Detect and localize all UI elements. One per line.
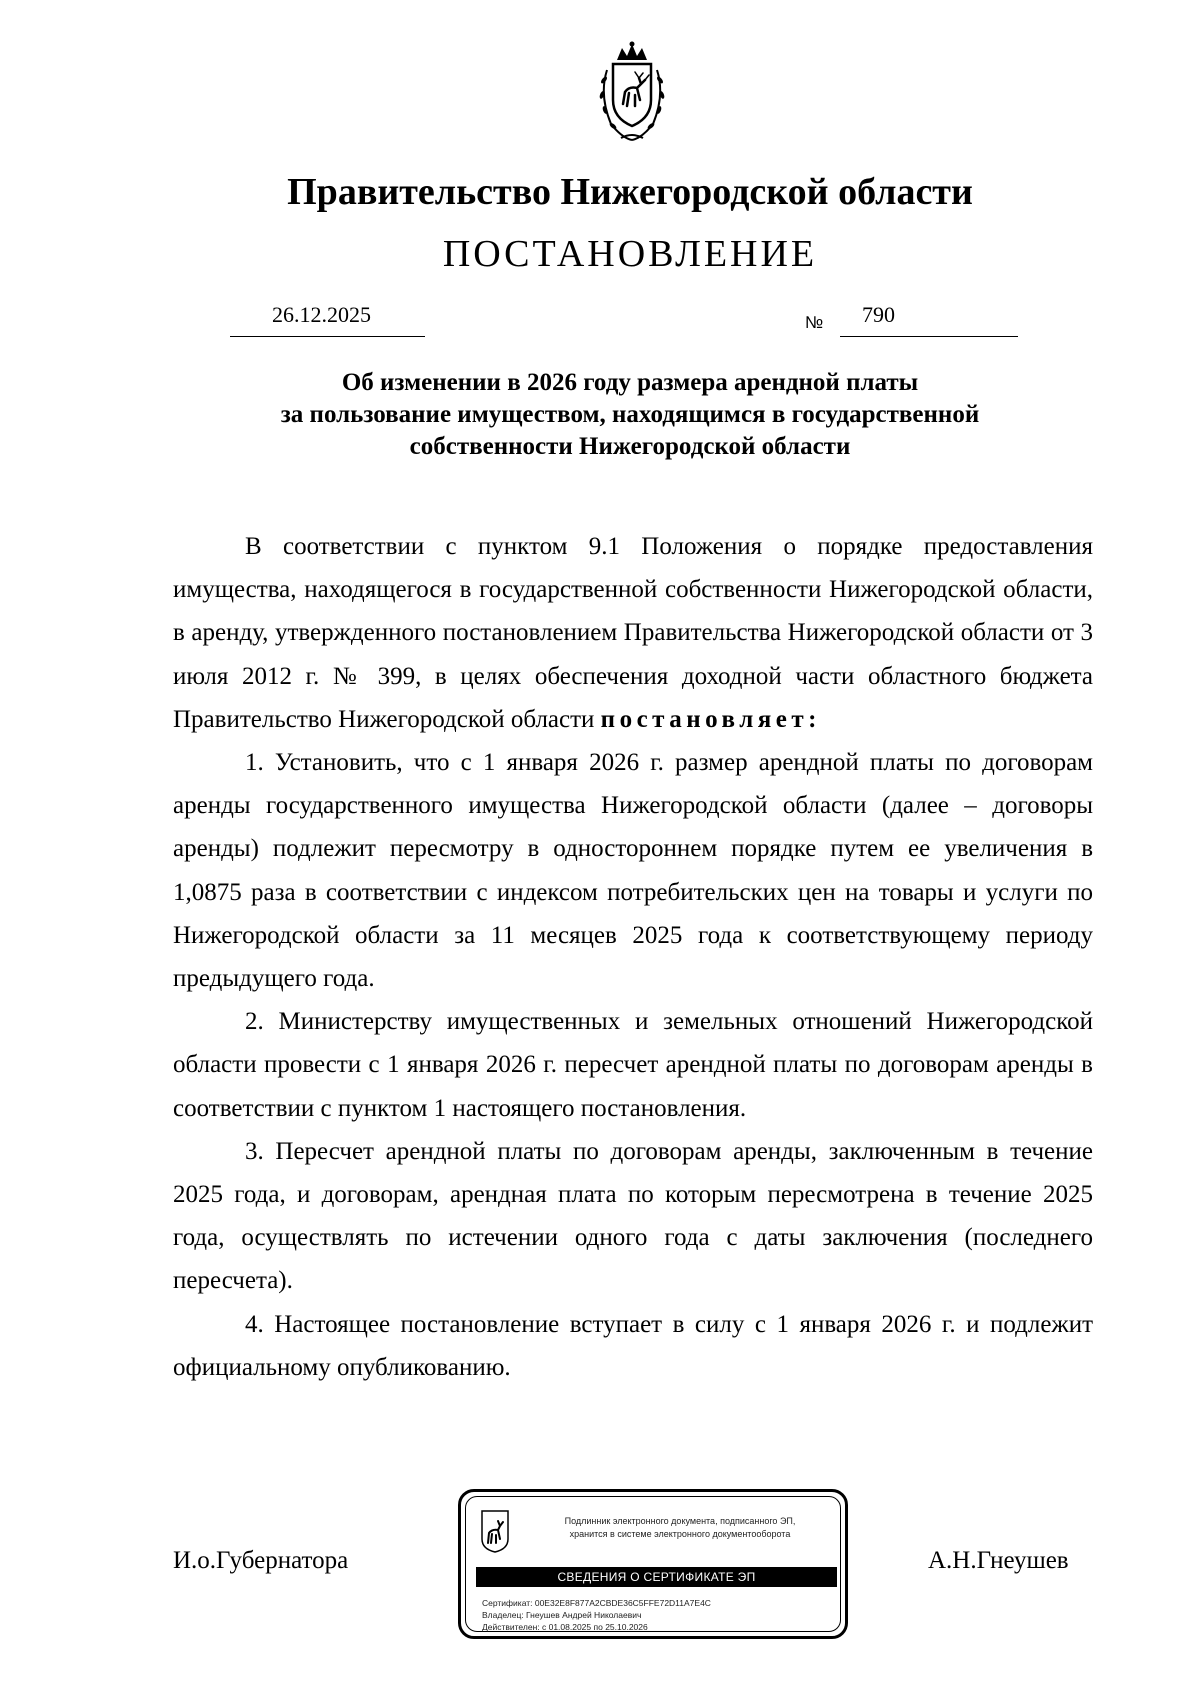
government-title: Правительство Нижегородской области: [287, 171, 973, 213]
number-sign: №: [805, 313, 824, 332]
document-date: 26.12.2025: [272, 302, 371, 327]
electronic-signature-stamp: [458, 1489, 848, 1639]
date-field: [230, 302, 425, 337]
clause-3: 3. Пересчет арендной платы по договорам аренды, заключенным в течение 2025 года, и договорам, арендная плата по которым пересмотрена в течение 2025 года, осуществлять по истечении одного года с даты заключения (последнего пересчета).: [173, 1137, 1093, 1295]
document-body: [173, 525, 1093, 1389]
certificate-owner: Владелец: Гнеушев Андрей Николаевич: [482, 1610, 642, 1620]
stamp-note-line: Подлинник электронного документа, подписанного ЭП,: [564, 1516, 796, 1526]
signatory-name: А.Н.Гнеушев: [928, 1547, 1069, 1574]
stamp-frame: [465, 1496, 841, 1632]
subject-line: Об изменении в 2026 году размера арендной платы: [341, 369, 919, 396]
certificate-number: Сертификат: 00E32E8F877A2CBDE36C5FFE72D11A7E4C: [482, 1598, 711, 1608]
certificate-header-bar: СВЕДЕНИЯ О СЕРТИФИКАТЕ ЭП: [476, 1567, 837, 1587]
signatory-position: И.о.Губернатора: [173, 1547, 349, 1574]
clause-1: 1. Установить, что с 1 января 2026 г. размер арендной платы по договорам аренды государственного имущества Нижегородской области (далее – договоры аренды) подлежит пересмотру в одностороннем порядке путем ее увеличения в 1,0875 раза в соответствии с индексом потребительских цен на товары и услуги по Нижегородской области за 11 месяцев 2025 года к соответствующему периоду предыдущего года.: [173, 749, 1093, 993]
stamp-note-line: хранится в системе электронного документооборота: [569, 1529, 791, 1539]
clause-4: 4. Настоящее постановление вступает в силу с 1 января 2026 г. и подлежит официальному опубликованию.: [173, 1310, 1093, 1381]
resolves-word: постановляет:: [600, 705, 821, 733]
preamble-paragraph: [173, 525, 1093, 741]
deer-emblem-icon: [480, 1509, 510, 1553]
stamp-note: [530, 1515, 830, 1541]
number-field: [840, 302, 1018, 337]
certificate-details: [482, 1597, 711, 1633]
subject-line: за пользование имуществом, находящимся в государственной: [280, 401, 980, 428]
preamble-text: В соответствии с пунктом 9.1 Положения о порядке предоставления имущества, находящегося в государственной собственности Нижегородской области, в аренду, утвержденного постановлением Правительства Нижегородской области от 3 июля 2012 г. № 399, в целях обеспечения доходной части областного бюджета Правительство Нижегородской области: [173, 533, 1093, 733]
document-number: 790: [862, 302, 895, 327]
document-type: ПОСТАНОВЛЕНИЕ: [442, 233, 818, 275]
certificate-validity: Действителен: с 01.08.2025 по 25.10.2026: [482, 1622, 648, 1632]
document-subject: [150, 367, 1110, 463]
coat-of-arms-icon: [577, 40, 687, 150]
subject-line: собственности Нижегородской области: [409, 433, 851, 460]
clause-2: 2. Министерству имущественных и земельных отношений Нижегородской области провести с 1 января 2026 г. пересчет арендной платы по договорам аренды в соответствии с пунктом 1 настоящего постановления.: [173, 1008, 1093, 1122]
